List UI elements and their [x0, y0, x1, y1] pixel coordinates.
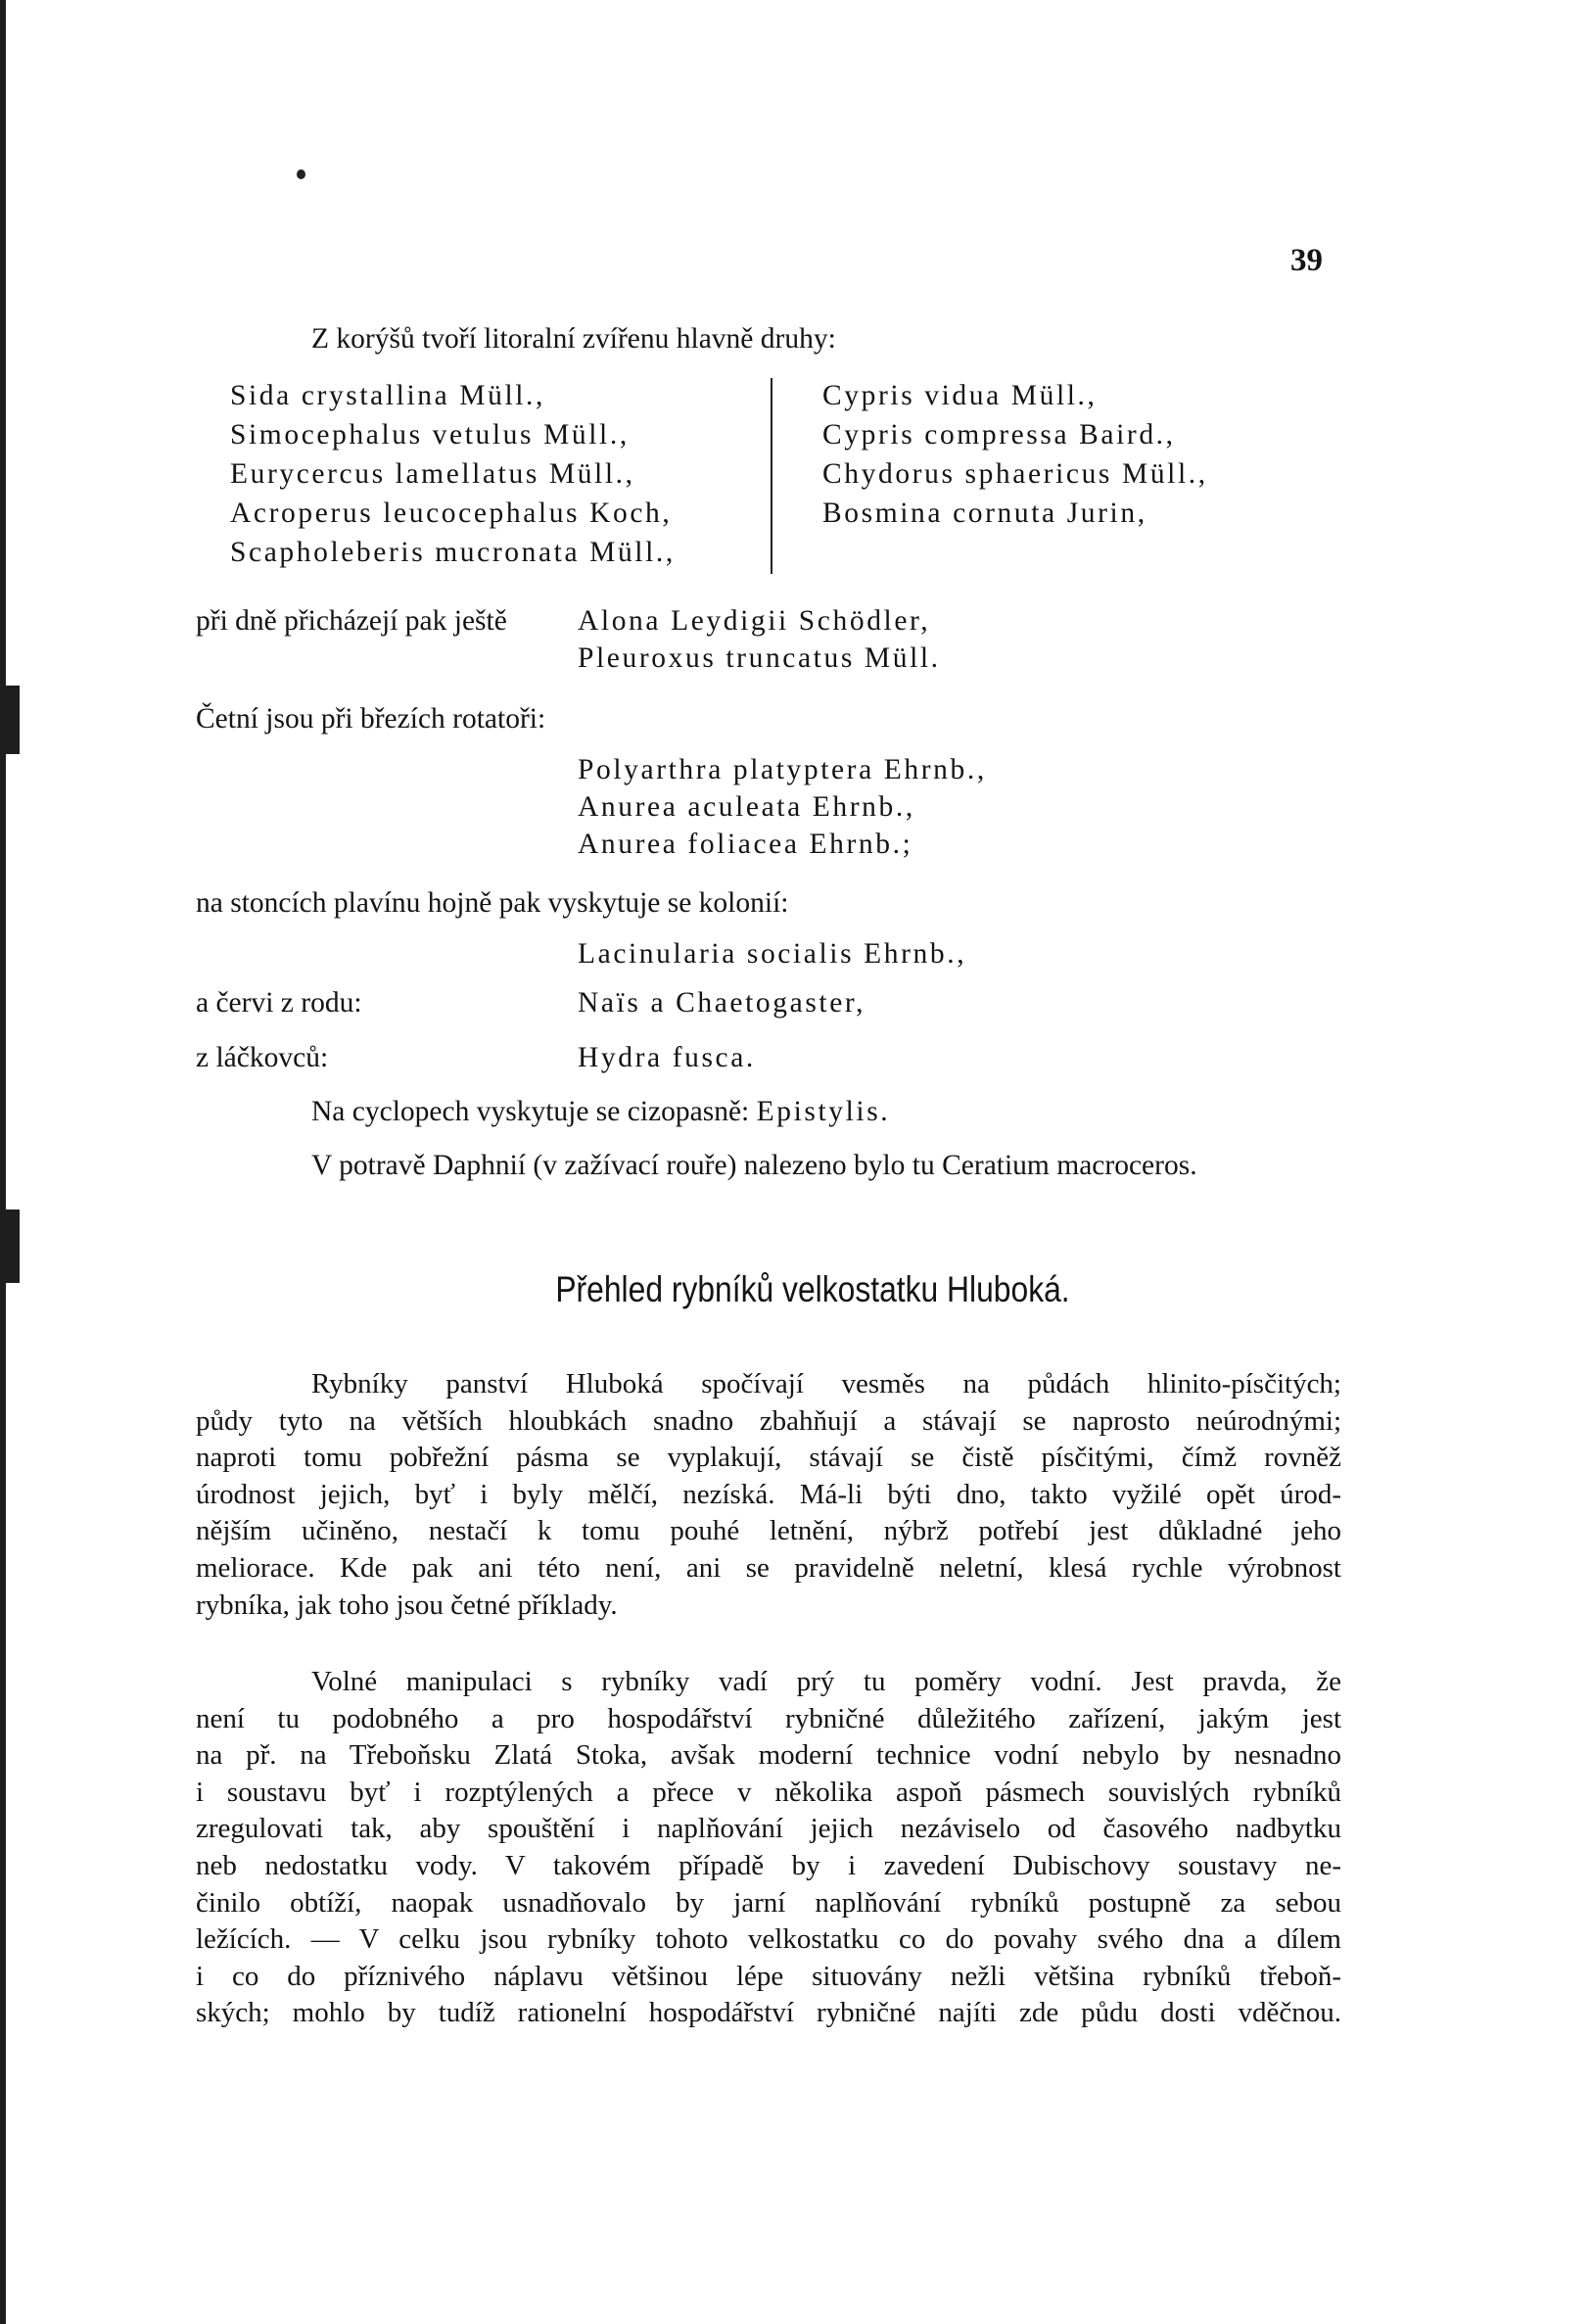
species-item: Chydorus sphaericus Müll.,	[822, 458, 1208, 490]
paragraph-line: na př. na Třeboňsku Zlatá Stoka, avšak moderní technice vodní nebylo by nesnadno	[196, 1739, 1341, 1772]
species-item: Cypris compressa Baird.,	[822, 419, 1176, 451]
paragraph-line: neb nedostatku vody. V takovém případě by i zavedení Dubischovy soustavy ne-	[196, 1849, 1341, 1881]
ink-speck	[297, 169, 305, 179]
paragraph-line: meliorace. Kde pak ani této není, ani se pravidelně neletní, klesá rychle výrobnost	[196, 1551, 1341, 1584]
species-item: Cypris vidua Müll.,	[822, 380, 1098, 411]
paragraph-line: naproti tomu pobřežní pásma se vyplakují, stávají se čistě písčitými, čímž rovněž	[196, 1442, 1341, 1474]
paragraph-line: úrodnost jejich, byť i byly mělčí, nezíská. Má-li býti dno, takto vyžilé opět úrod-	[196, 1478, 1341, 1510]
hydra-species: Hydra fusca.	[578, 1042, 756, 1073]
rotifer-item: Anurea foliacea Ehrnb.;	[578, 829, 913, 860]
cyclops-text: Na cyclopech vyskytuje se cizopasně:	[311, 1096, 750, 1127]
daphnia-line: V potravě Daphnií (v zažívací rouře) nalezeno bylo tu Ceratium macroceros.	[311, 1150, 1197, 1181]
paragraph-line: ských; mohlo by tudíž rationelní hospodářství rybničné najíti zde půdu dosti vděčnou.	[196, 1997, 1341, 2029]
paragraph-line: činilo obtíží, naopak usnadňovalo by jarní naplňování rybníků postupně za sebou	[196, 1886, 1341, 1919]
worms-label: a červi z rodu:	[196, 987, 362, 1019]
paragraph-line: zregulovati tak, aby spouštění i naplňování jejich nezáviselo od časového nadbytku	[196, 1813, 1341, 1845]
stems-species: Lacinularia socialis Ehrnb.,	[578, 938, 967, 970]
hydra-label: z láčkovců:	[196, 1042, 329, 1073]
bottom-species: Alona Leydigii Schödler,	[578, 605, 931, 637]
species-item: Scapholeberis mucronata Müll.,	[230, 537, 676, 568]
paragraph-1	[196, 1366, 1341, 1624]
bottom-label: při dně přicházejí pak ještě	[196, 605, 507, 637]
rotifers-label: Četní jsou při březích rotatoři:	[196, 703, 546, 735]
cyclops-line	[311, 1094, 890, 1129]
paragraph-line: půdy tyto na větších hloubkách snadno zbahňují a stávají se naprosto neúrodnými;	[196, 1404, 1341, 1437]
column-divider	[771, 378, 772, 574]
section-heading: Přehled rybníků velkostatku Hluboká.	[555, 1269, 1070, 1309]
paragraph-line: rybníka, jak toho jsou četné příklady.	[196, 1589, 618, 1621]
paragraph-line: i co do příznivého náplavu většinou lépe situovány nežli většina rybníků třeboň-	[196, 1960, 1341, 1992]
species-item: Bosmina cornuta Jurin,	[822, 498, 1147, 529]
page-edge-mark	[6, 1209, 20, 1283]
bottom-species: Pleuroxus truncatus Müll.	[578, 642, 941, 674]
species-item: Acroperus leucocephalus Koch,	[230, 498, 673, 529]
page-edge-shadow	[0, 0, 6, 2324]
worms-species: Naïs a Chaetogaster,	[578, 987, 866, 1019]
paragraph-line: Volné manipulaci s rybníky vadí prý tu poměry vodní. Jest pravda, že	[311, 1666, 1341, 1697]
paragraph-line: Rybníky panství Hluboká spočívají vesměs na půdách hlinito-písčitých;	[311, 1368, 1341, 1399]
page-number: 39	[1290, 243, 1323, 278]
species-item: Eurycercus lamellatus Müll.,	[230, 458, 635, 490]
species-item: Simocephalus vetulus Müll.,	[230, 419, 630, 451]
paragraph-line: i soustavu byť i rozptýlených a přece v několika aspoň pásmech souvislých rybníků	[196, 1776, 1341, 1808]
species-item: Sida crystallina Müll.,	[230, 380, 545, 411]
page-edge-mark	[6, 686, 20, 754]
paragraph-2	[196, 1664, 1341, 2032]
rotifer-item: Polyarthra platyptera Ehrnb.,	[578, 754, 987, 785]
stems-label: na stoncích plavínu hojně pak vyskytuje se kolonií:	[196, 887, 789, 919]
paragraph-line: ležících. — V celku jsou rybníky tohoto velkostatku co do povahy svého dna a dílem	[196, 1923, 1341, 1956]
paragraph-line: není tu podobného a pro hospodářství rybničné důležitého zařízení, jakým jest	[196, 1702, 1341, 1734]
cyclops-species: Epistylis.	[756, 1096, 891, 1127]
paragraph-line: nějším učiněno, nestačí k tomu pouhé letnění, nýbrž potřebí jest důkladné jeho	[196, 1515, 1341, 1547]
intro-line: Z korýšů tvoří litoralní zvířenu hlavně druhy:	[311, 323, 836, 355]
rotifer-item: Anurea aculeata Ehrnb.,	[578, 791, 915, 823]
